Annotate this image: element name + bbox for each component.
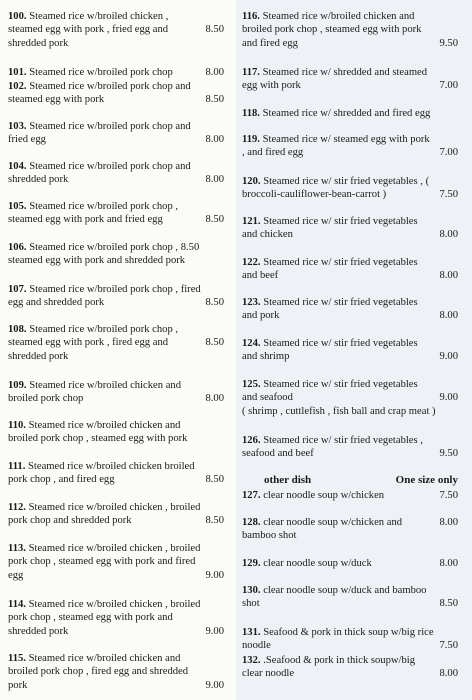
menu-item [0,200,234,227]
menu-item-price: 7.50 [439,189,458,201]
menu-item-text: Steamed rice w/ stir fried vegetables [263,297,418,308]
menu-item-text: Steamed rice w/broiled pork chop and [29,81,191,92]
menu-item-price: 8.50 [205,515,224,527]
menu-item-line [242,529,458,542]
menu-item-text: bamboo shot [242,530,297,542]
menu-item-number: 118. [242,108,260,119]
menu-item-price: 9.50 [439,448,458,460]
menu-item-line [242,639,458,652]
menu-item-price: 9.00 [205,625,224,637]
menu-item-text: steamed egg with pork and fried egg [8,214,163,226]
menu-item-line [242,654,458,667]
menu-item-number: 105. [8,201,27,212]
menu-item-text: steamed egg with pork , fried egg and [8,24,169,36]
menu-item-line [242,296,458,309]
menu-item-line [8,37,224,50]
menu-item-text: shot [242,598,260,610]
menu-item-text: steamed egg with pork [8,94,105,106]
menu-item-line [8,133,224,146]
menu-item-line [8,379,224,392]
menu-item-number: 108. [8,324,27,335]
menu-item [0,542,234,582]
menu-item-number: 106. [8,242,27,253]
menu-item-text: shredded pork [8,350,69,362]
menu-item-price: 8.50 [439,598,458,610]
menu-item-line [8,160,224,173]
menu-item-text: clear noodle soup w/duck [263,558,372,569]
menu-item-text: and shrimp [242,351,290,363]
menu-item-line [8,419,224,432]
menu-item-price: 9.00 [205,569,224,581]
menu-item-number: 119. [242,134,260,145]
menu-item-price: 8.00 [439,517,458,528]
section-heading-other-dish: other dish [264,474,312,486]
menu-item-text: Steamed rice w/broiled chicken , [29,11,169,22]
menu-item-price: 8.50 [205,337,224,349]
menu-item-text: steamed egg with pork and shredded pork [8,255,186,267]
menu-item-number: 122. [242,257,261,268]
menu-item-line [242,516,458,529]
menu-item-line [8,254,224,267]
menu-item-price: 9.00 [205,679,224,691]
menu-item-line [242,228,458,241]
menu-item-text: pork chop , steamed egg with pork and fired [8,556,196,568]
menu-item [0,501,234,528]
menu-item-text: Steamed rice w/broiled chicken , broiled [28,599,201,610]
menu-item-number: 125. [242,379,261,390]
menu-item-price: 7.50 [439,640,458,652]
menu-item-line [8,432,224,445]
menu-item-text: broiled pork chop , steamed egg with pork [242,24,422,36]
menu-item-price: 8.00 [205,67,224,78]
menu-item-line [8,679,224,692]
menu-item-line [242,79,458,92]
menu-item-line [8,10,224,23]
menu-item [0,66,234,79]
menu-item-price: 7.00 [439,147,458,159]
menu-item-line [8,283,224,296]
menu-item-text: Steamed rice w/ stir fried vegetables [263,338,418,349]
menu-item-line [242,337,458,350]
menu-item [236,66,472,93]
menu-item-text: noodle [242,640,271,652]
menu-item-number: 103. [8,121,27,132]
menu-item-line [8,213,224,226]
menu-item-line [242,10,458,23]
menu-item [236,133,472,160]
menu-item-number: 107. [8,284,27,295]
menu-item [236,654,472,681]
menu-item-text: egg [8,569,24,581]
menu-item-text: broiled pork chop , fired egg and shredded [8,666,189,678]
menu-item [236,489,472,502]
menu-item-line [8,652,224,665]
menu-item-number: 126. [242,435,261,446]
menu-item-price: 8.00 [439,558,458,569]
menu-item-line [242,405,458,418]
menu-item-line [8,120,224,133]
menu-item-text: Steamed rice w/ steamed egg with pork [262,134,430,145]
menu-item-line [8,296,224,309]
menu-item-text: Steamed rice w/broiled chicken and [262,11,415,22]
menu-item-line [8,241,224,254]
menu-item [0,323,234,363]
menu-item-line [242,309,458,322]
menu-item [0,283,234,310]
menu-item-line [8,542,224,555]
menu-item-number: 131. [242,627,261,638]
menu-item [236,107,472,120]
menu-item-price: 8.50 [205,94,224,106]
menu-item-number: 109. [8,380,27,391]
menu-item-line [8,473,224,486]
menu-item-line [8,93,224,106]
menu-item-number: 101. [8,67,27,78]
menu-item-text: , and fired egg [242,147,304,159]
menu-item [236,296,472,323]
menu-item-line [8,23,224,36]
menu-item [0,160,234,187]
menu-item-line [242,378,458,391]
menu-item-line [242,269,458,282]
menu-item-line [242,557,458,570]
menu-item-text: and pork [242,310,280,322]
menu-item-number: 102. [8,81,27,92]
menu-item-number: 123. [242,297,261,308]
menu-item-text: broiled pork chop , steamed egg with pork [8,433,188,445]
menu-item [236,378,472,418]
menu-item-line [242,107,458,120]
menu-item-line [242,350,458,363]
menu-item-number: 114. [8,599,26,610]
menu-item-price: 8.50 [205,297,224,309]
menu-item-text: steamed egg with pork , fired egg and [8,337,169,349]
menu-item [236,584,472,611]
menu-item-price: 9.00 [439,351,458,363]
menu-item-text: pork chop and shredded pork [8,515,132,527]
menu-item-text: pork chop , steamed egg with pork and [8,612,173,624]
menu-item-text: pork chop , and fired egg [8,474,115,486]
menu-item-text: Steamed rice w/ stir fried vegetables [263,216,418,227]
menu-item-text: clear noodle [242,668,295,680]
menu-column-right [236,0,472,700]
menu-item-text: Steamed rice w/broiled chicken and [28,420,181,431]
menu-item-line [8,555,224,568]
menu-item-line [242,447,458,460]
menu-item [236,337,472,364]
menu-item-text: Steamed rice w/broiled pork chop , [29,201,179,212]
menu-item-text: Steamed rice w/broiled chicken broiled [28,461,195,472]
menu-item [0,598,234,638]
menu-item-text: shredded pork [8,174,69,186]
menu-item-number: 127. [242,490,261,501]
menu-item-line [242,215,458,228]
menu-item-number: 112. [8,502,26,513]
menu-item-text: .Seafood & pork in thick soupw/big [263,655,416,666]
menu-item-line [242,37,458,50]
menu-item [0,241,234,268]
menu-item-line [8,350,224,363]
menu-item [236,175,472,202]
menu-item-text: fried egg [8,134,46,146]
menu-item-text: Steamed rice w/broiled chicken , broiled [28,502,201,513]
menu-item-text: Steamed rice w/broiled pork chop and [29,161,191,172]
menu-item-price: 9.50 [439,37,458,49]
size-note: One size only [395,474,458,486]
menu-item-line [8,625,224,638]
menu-item-line [242,256,458,269]
menu-item-number: 115. [8,653,26,664]
menu-item-line [242,188,458,201]
menu-item-line [8,80,224,93]
menu-item-price: 8.00 [439,229,458,241]
menu-item-number: 129. [242,558,261,569]
menu-item-price: 7.00 [439,80,458,92]
menu-item-line [242,667,458,680]
menu-item-text: shredded pork [8,37,69,49]
menu-item-text: Steamed rice w/broiled pork chop , fired [29,284,201,295]
menu-item-text: Steamed rice w/ shredded and fired egg [262,108,431,119]
menu-item [0,10,234,50]
menu-item-text: Steamed rice w/ stir fried vegetables [263,257,418,268]
menu-item-text: Steamed rice w/broiled pork chop and [29,121,191,132]
menu-item-text: and beef [242,270,279,282]
menu-item-text: clear noodle soup w/chicken and [263,517,403,528]
menu-item-line [8,173,224,186]
menu-item [236,516,472,543]
menu-item-text: shredded pork [8,625,69,637]
menu-item-line [8,501,224,514]
menu-item-line [242,146,458,159]
menu-item [236,434,472,461]
menu-item-line [8,569,224,582]
menu-item-line [8,323,224,336]
menu-item-text: Steamed rice w/ stir fried vegetables [263,379,418,390]
menu-item [0,80,234,107]
menu-item-text: Steamed rice w/broiled pork chop [29,67,173,78]
menu-item-line [242,23,458,36]
menu-item [0,120,234,147]
menu-item-price: 9.00 [439,392,458,404]
menu-item-number: 110. [8,420,26,431]
menu-item-text: Steamed rice w/ shredded and steamed [262,67,428,78]
menu-item-line [8,598,224,611]
menu-item-price: 7.50 [439,490,458,501]
menu-item-text: clear noodle soup w/duck and bamboo [263,585,427,596]
menu-item-line [8,392,224,405]
menu-item [0,419,234,446]
menu-item [0,460,234,487]
menu-item-text: Steamed rice w/ stir fried vegetables , ( [263,176,430,187]
menu-item-text: and seafood [242,392,293,404]
menu-item-text: egg and shredded pork [8,297,105,309]
menu-item-text: broiled pork chop [8,393,84,405]
menu-item-text: Steamed rice w/ stir fried vegetables , [263,435,423,446]
menu-item-line [8,611,224,624]
menu-item-line [8,514,224,527]
menu-item-line [242,489,458,502]
menu-item-line [8,665,224,678]
menu-item-line [242,66,458,79]
menu-item [236,256,472,283]
menu-item-line [8,460,224,473]
menu-item-price: 8.50 [205,24,224,36]
menu-item-number: 121. [242,216,261,227]
menu-item-text: clear noodle soup w/chicken [263,490,385,501]
menu-item [0,652,234,692]
menu-item-price: 8.50 [205,214,224,226]
menu-item-text: broccoli-cauliflower-bean-carrot ) [242,189,387,201]
menu-item-line [242,626,458,639]
menu-item-price: 8.00 [439,270,458,282]
menu-item-text: seafood and beef [242,448,314,460]
menu-item-number: 111. [8,461,26,472]
menu-item-number: 130. [242,585,261,596]
menu-item-line [8,200,224,213]
menu-item-number: 113. [8,543,26,554]
menu-item-text: Steamed rice w/broiled chicken and [28,653,181,664]
menu-item-price: 8.00 [439,310,458,322]
menu-item-line [8,336,224,349]
menu-item-text: Seafood & pork in thick soup w/big rice [263,627,434,638]
menu-item-text: ( shrimp , cuttlefish , fish ball and crap meat ) [242,405,436,417]
menu-item-price: 8.00 [439,668,458,680]
menu-item-number: 116. [242,11,260,22]
menu-item-number: 120. [242,176,261,187]
menu-item-price: 8.00 [205,134,224,146]
menu-item-price: 8.00 [205,393,224,405]
menu-item-number: 117. [242,67,260,78]
menu-item-line [242,434,458,447]
menu-item-text: and chicken [242,229,293,241]
menu-item-line [242,584,458,597]
menu-item-text: egg with pork [242,80,301,92]
menu-item [236,626,472,653]
menu-item-number: 104. [8,161,27,172]
menu-item-line [8,66,224,79]
menu-item-price: 8.00 [205,174,224,186]
menu-item-line [242,391,458,404]
menu-item-number: 124. [242,338,261,349]
menu-item-text: Steamed rice w/broiled chicken and [29,380,181,391]
menu-item-number: 132. [242,655,261,666]
menu-item-line [242,175,458,188]
menu-item-text: Steamed rice w/broiled pork chop , [29,324,179,335]
menu-item-text: and fired egg [242,37,298,49]
menu-item-text: Steamed rice w/broiled pork chop , 8.50 [29,242,200,253]
menu-item [0,379,234,406]
menu-item-number: 100. [8,11,27,22]
menu-item-text: pork [8,679,28,691]
menu-item [236,10,472,50]
menu-item [236,215,472,242]
menu-item-number: 128. [242,517,261,528]
menu-item-text: Steamed rice w/broiled chicken , broiled [28,543,201,554]
menu-item-line [242,597,458,610]
menu-item-price: 8.50 [205,474,224,486]
menu-item [236,557,472,570]
menu-item-line [242,133,458,146]
